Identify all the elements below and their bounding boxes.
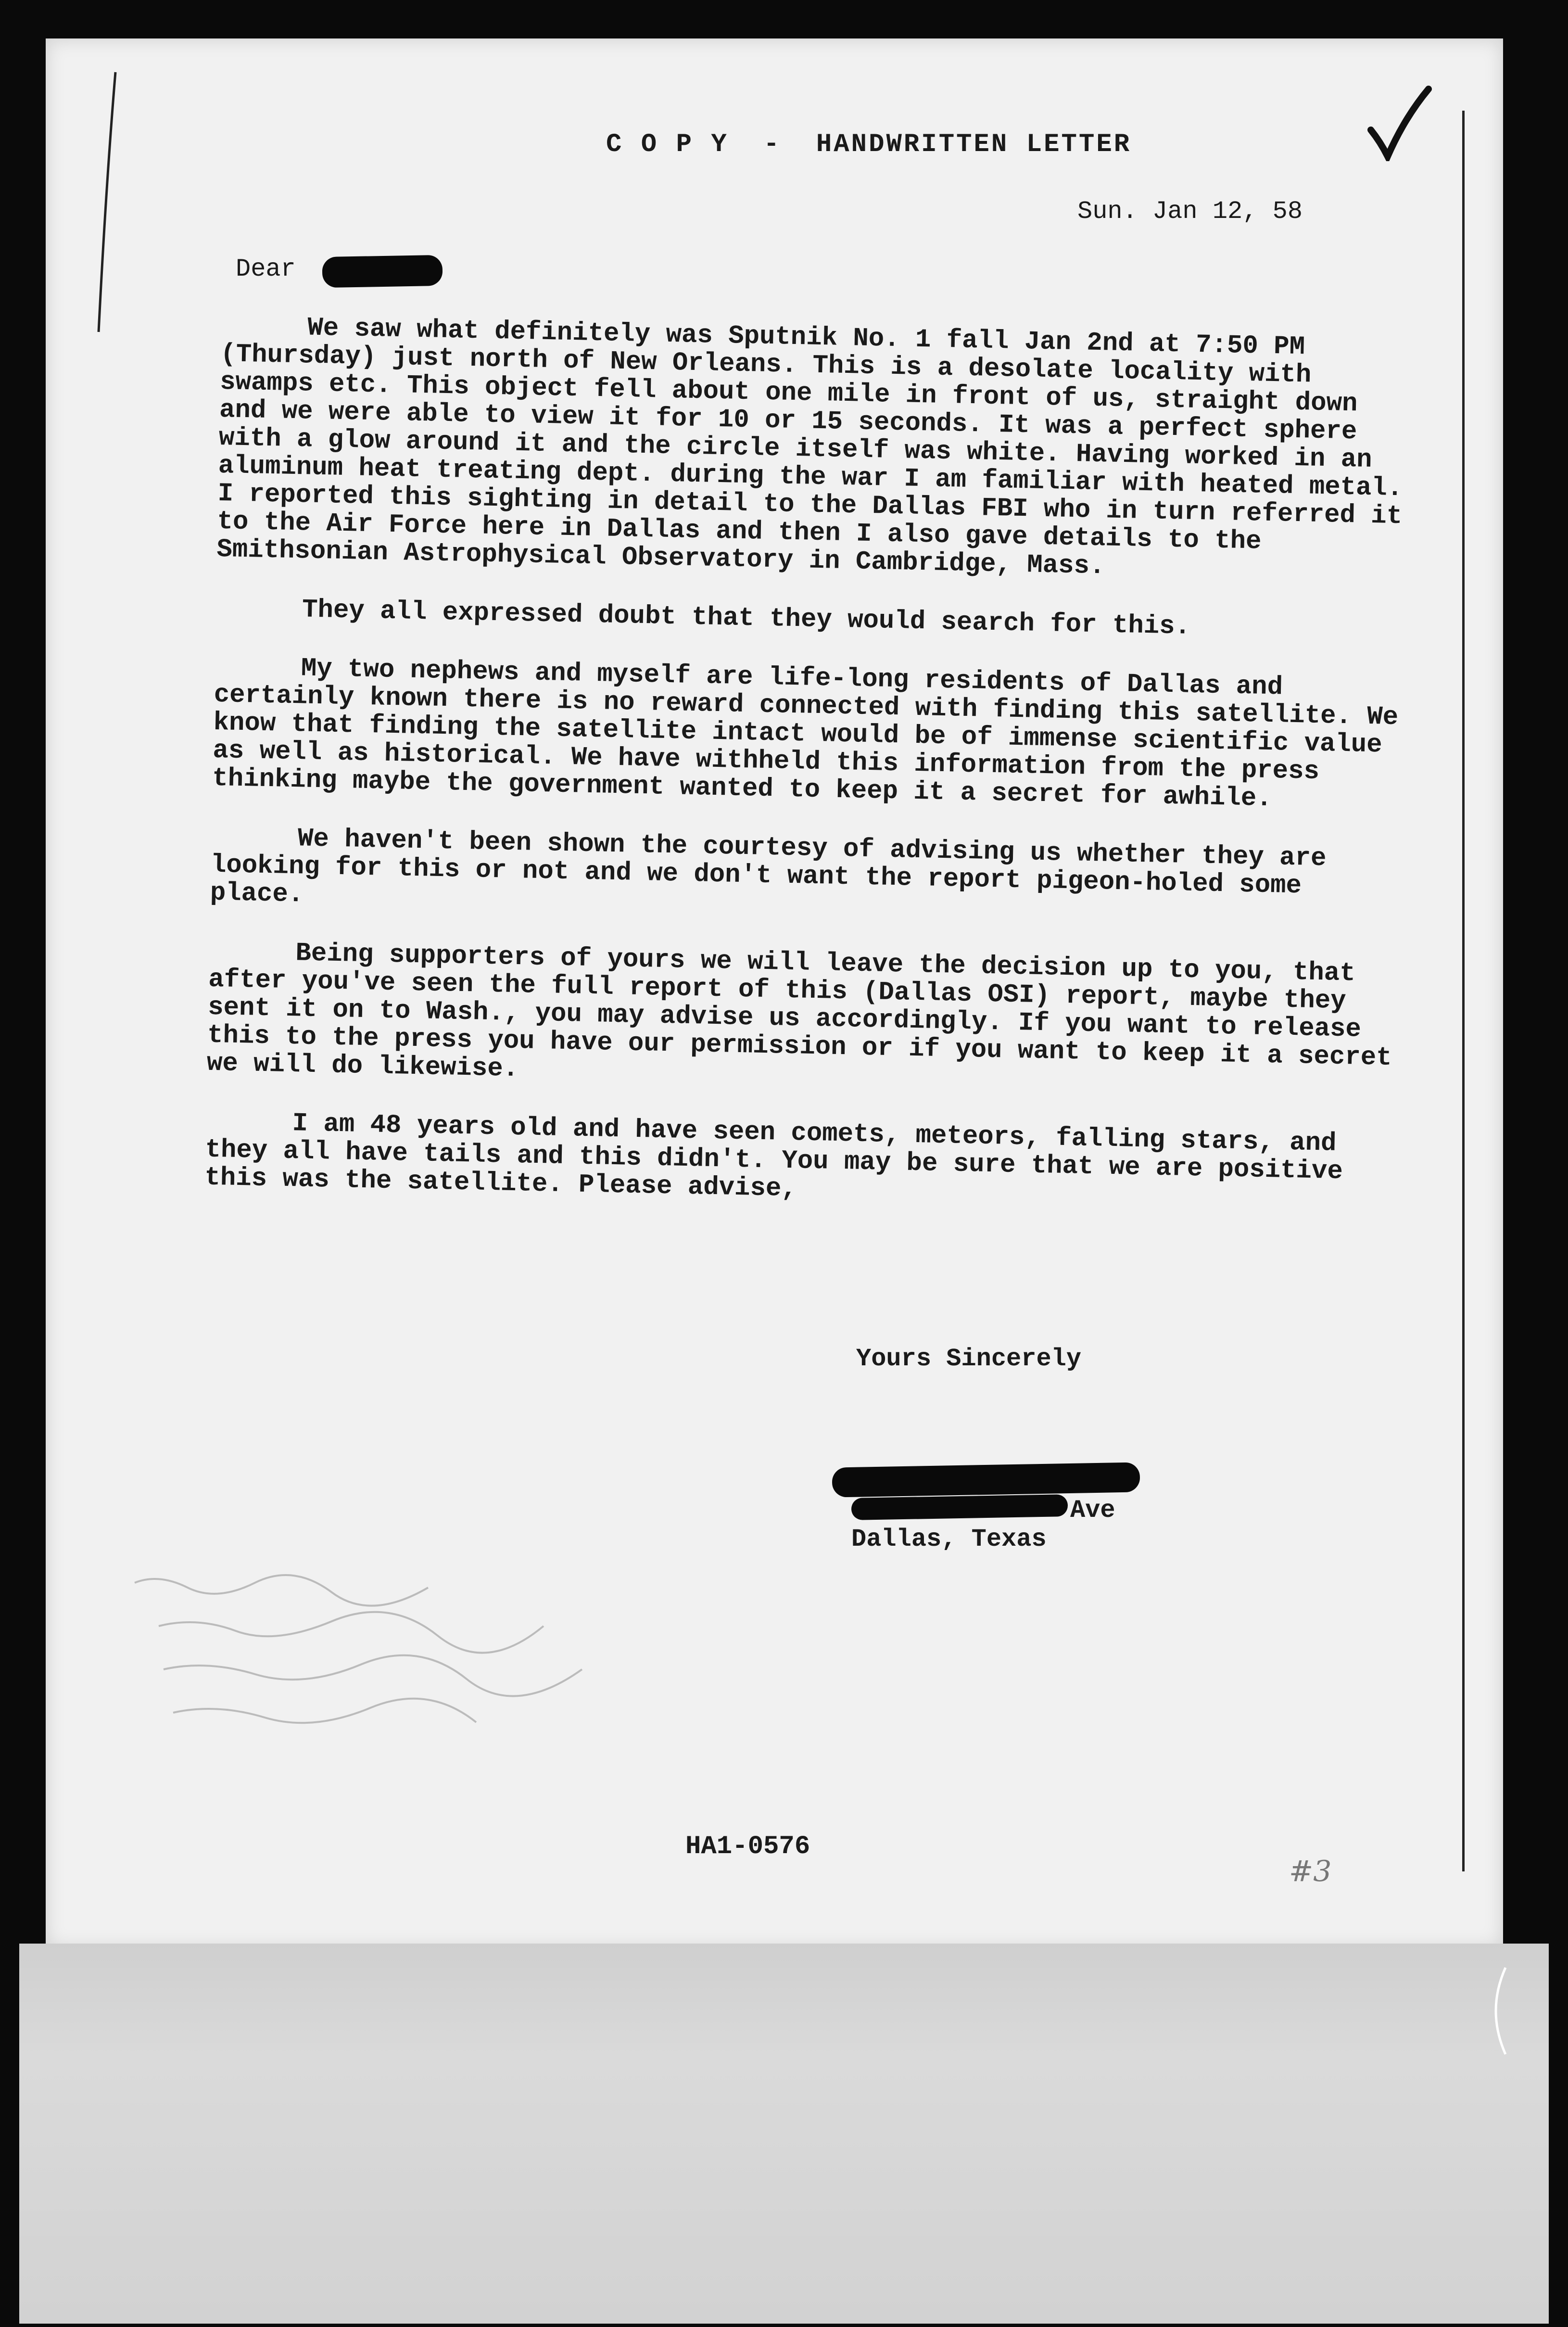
letter-body [204,313,1414,1246]
faint-pencil-marks [130,1573,601,1746]
paragraph: We haven't been shown the courtesy of advising us whether they are looking for this or not and we don't want the report pigeon-holed some place. [210,824,1327,910]
letter-date: Sun. Jan 12, 58 [1077,197,1303,226]
address-street: Ave [1070,1496,1115,1525]
paragraph: We saw what definitely was Sputnik No. 1 fall Jan 2nd at 7:50 PM (Thursday) just north of New Orleans. This is a desolate locality with swamps etc. This object fell about one mile in front of us, straight down and we were able to view it for 10 or 15 seconds. It was a perfect sphere with a glow around it and the circle itself was white. Having worked in an aluminum heat treating dept. during the war I am familiar with heated metal. I reported this sighting in detail to the Dallas FBI who in turn referred it to the Air Force here in Dallas and then I also gave details to the Smithsonian Astrophysical Observatory in Cambridge, Mass. [216,313,1403,582]
backing-sheet [19,1944,1549,2324]
redaction-bar [322,255,443,288]
page-edge-line [1462,111,1465,1871]
edge-bracket [1481,1963,1510,2059]
handwritten-note: #3 [1289,1855,1332,1888]
paragraph: They all expressed doubt that they would search for this. [302,595,1191,642]
address-city: Dallas, Texas [851,1525,1047,1553]
check-mark-icon [1366,84,1433,161]
paragraph: My two nephews and myself are life-long residents of Dallas and certainly known there is no reward connected with finding this satellite. We know that finding the satellite intact would be of immense scientific value as well as historical. We have withheld this information from the press thinking maybe the government wanted to keep it a secret for awhile. [212,654,1399,814]
address-redaction [851,1494,1068,1520]
closing: Yours Sincerely [856,1345,1082,1373]
document-id: HA1-0576 [685,1832,810,1861]
salutation: Dear [236,255,296,283]
paragraph: Being supporters of yours we will leave the decision up to you, that after you've seen the full report of this (Dallas OSI) report, maybe they sent it on to Wash., you may advise us accordingly. If you want to release this to the press you have our permission or if you want to keep it a secret we will do likewise. [206,939,1392,1084]
paragraph: I am 48 years old and have seen comets, meteors, falling stars, and they all have tails and this didn't. You may be sure that we are positive this was the satellite. Please advise, [204,1109,1343,1204]
document-header: C O P Y - HANDWRITTEN LETTER [606,130,1132,159]
signature-redaction [832,1462,1140,1497]
margin-stroke [91,67,120,337]
